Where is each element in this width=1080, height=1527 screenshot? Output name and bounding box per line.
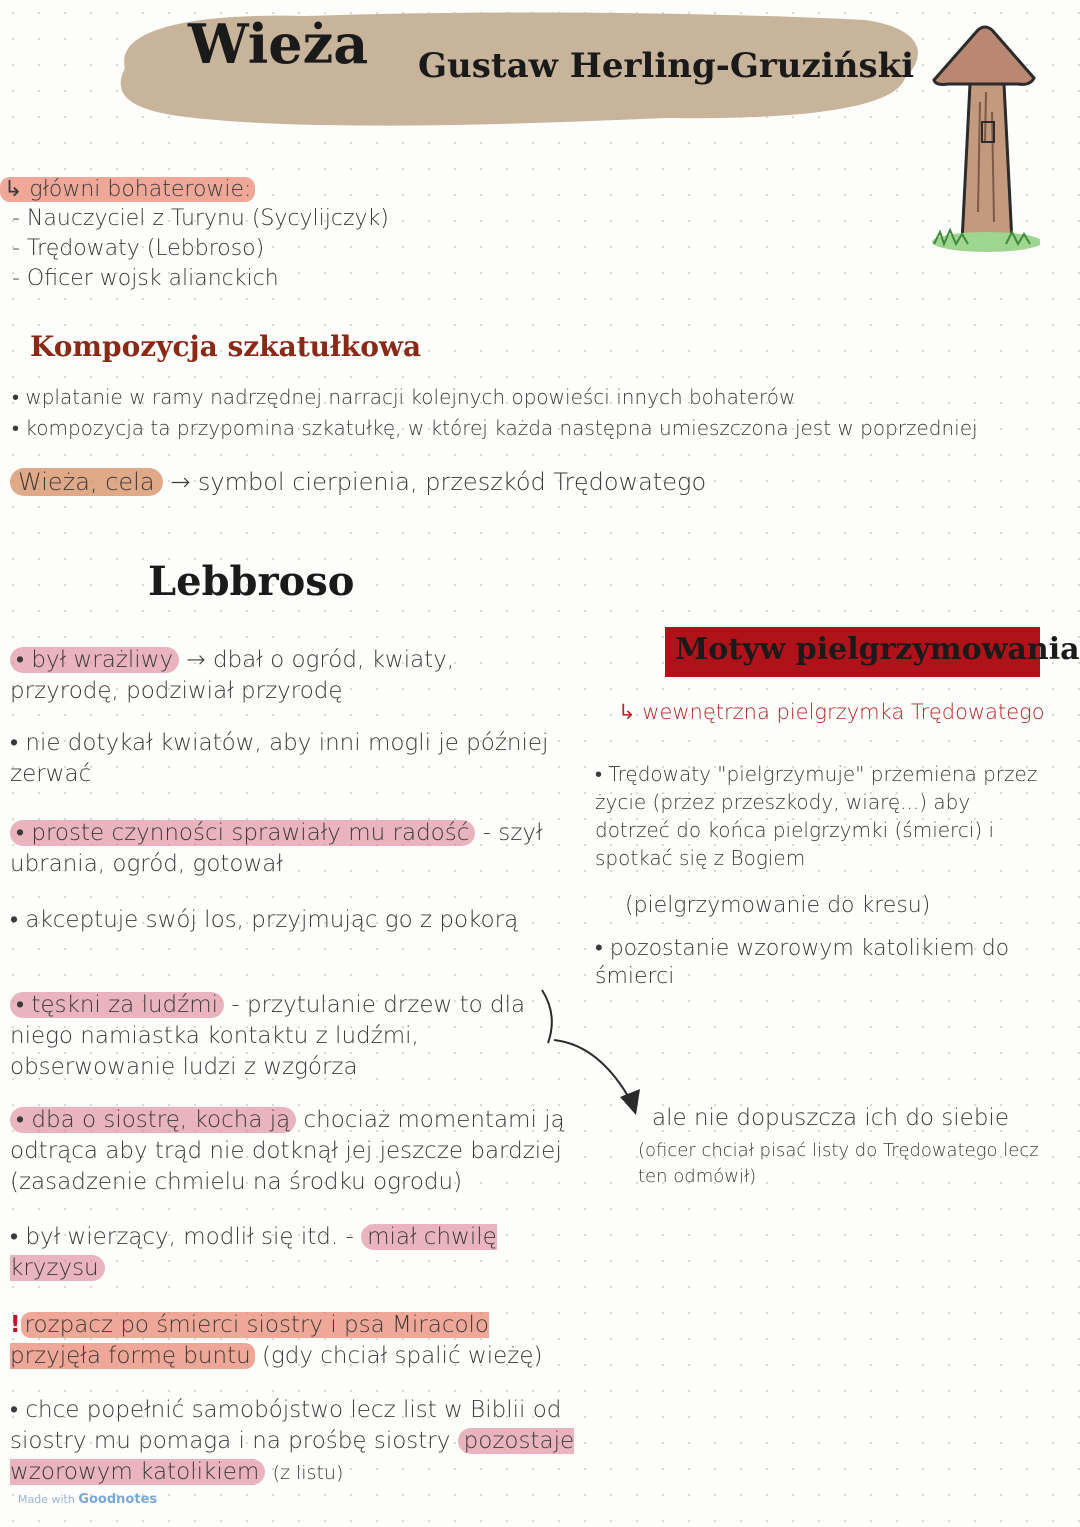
lebbroso-item: • akceptuje swój los, przyjmując go z pokorą: [10, 907, 519, 933]
lebbroso-item: • był wrażliwy → dbał o ogród, kwiaty, przyrodę, podziwiał przyrodę: [10, 647, 455, 704]
motyw-line: • pozostanie wzorowym katolikiem do śmierci: [595, 936, 1010, 989]
motyw-aside-note: (oficer chciał pisać listy do Trędowatego lecz ten odmówił): [638, 1140, 1039, 1187]
lebbroso-item: • proste czynności sprawiały mu radość - szył ubrania, ogród, gotował: [10, 820, 543, 877]
lebbroso-item: • dba o siostrę, kocha ją chociaż momentami ją odtrąca aby trąd nie dotknął jej jeszcze bardziej (zasadzenie chmielu na środku ogrodu): [10, 1107, 565, 1195]
kompozycja-line: • kompozycja ta przypomina szkatułkę, w której każda następna umieszczona jest w poprzedniej: [12, 416, 978, 440]
lebbroso-item: • tęskni za ludźmi - przytulanie drzew to dla niego namiastka kontaktu z ludźmi, obserwowanie ludzi z wzgórza: [10, 992, 526, 1080]
lebbroso-item: • chce popełnić samobójstwo lecz list w Biblii od siostry mu pomaga i na prośbę siostry pozostaje wzorowym katolikiem (z listu): [10, 1397, 575, 1485]
lebbroso-heading: Lebbroso: [148, 558, 355, 605]
lebbroso-item: • nie dotykał kwiatów, aby inni mogli je później zerwać: [10, 730, 549, 787]
kompozycja-heading: Kompozycja szkatułkowa: [30, 330, 422, 363]
lebbroso-item: • był wierzący, modlił się itd. - miał chwilę kryzysu: [10, 1224, 497, 1281]
hero-item: - Oficer wojsk alianckich: [12, 266, 279, 291]
motyw-aside: ale nie dopuszcza ich do siebie: [652, 1105, 1009, 1131]
motyw-heading: Motyw pielgrzymowania: [675, 632, 1080, 667]
symbol-highlight: Wieża, cela: [10, 468, 163, 496]
symbol-line: [10, 468, 706, 496]
hero-item: - Trędowaty (Lebbroso): [12, 236, 265, 261]
motyw-line: (pielgrzymowanie do kresu): [625, 893, 931, 918]
tower-icon: [930, 22, 1040, 257]
heroes-label: ↳ główni bohaterowie:: [0, 177, 255, 202]
arrow-icon: [540, 985, 650, 1125]
exclamation-icon: !: [10, 1312, 21, 1338]
page-title: Wieża: [188, 12, 369, 76]
kompozycja-line: • wplatanie w ramy nadrzędnej narracji kolejnych opowieści innych bohaterów: [12, 385, 796, 409]
made-with-badge: Made with Goodnotes: [18, 1492, 158, 1507]
lebbroso-item: ! rozpacz po śmierci siostry i psa Miracolo przyjęła formę buntu (gdy chciał spalić wieżę): [10, 1312, 543, 1369]
hero-item: - Nauczyciel z Turynu (Sycylijczyk): [12, 206, 389, 231]
symbol-text: → symbol cierpienia, przeszkód Trędowatego: [170, 468, 707, 496]
motyw-line: • Trędowaty "pielgrzymuje" przemiena przez życie (przez przeszkody, wiarę...) aby dotrzeć do końca pielgrzymki (śmierci) i spotkać się z Bogiem: [595, 762, 1038, 870]
motyw-subtitle: ↳ wewnętrzna pielgrzymka Trędowatego: [618, 700, 1045, 724]
author-name: Gustaw Herling-Gruziński: [418, 46, 915, 86]
